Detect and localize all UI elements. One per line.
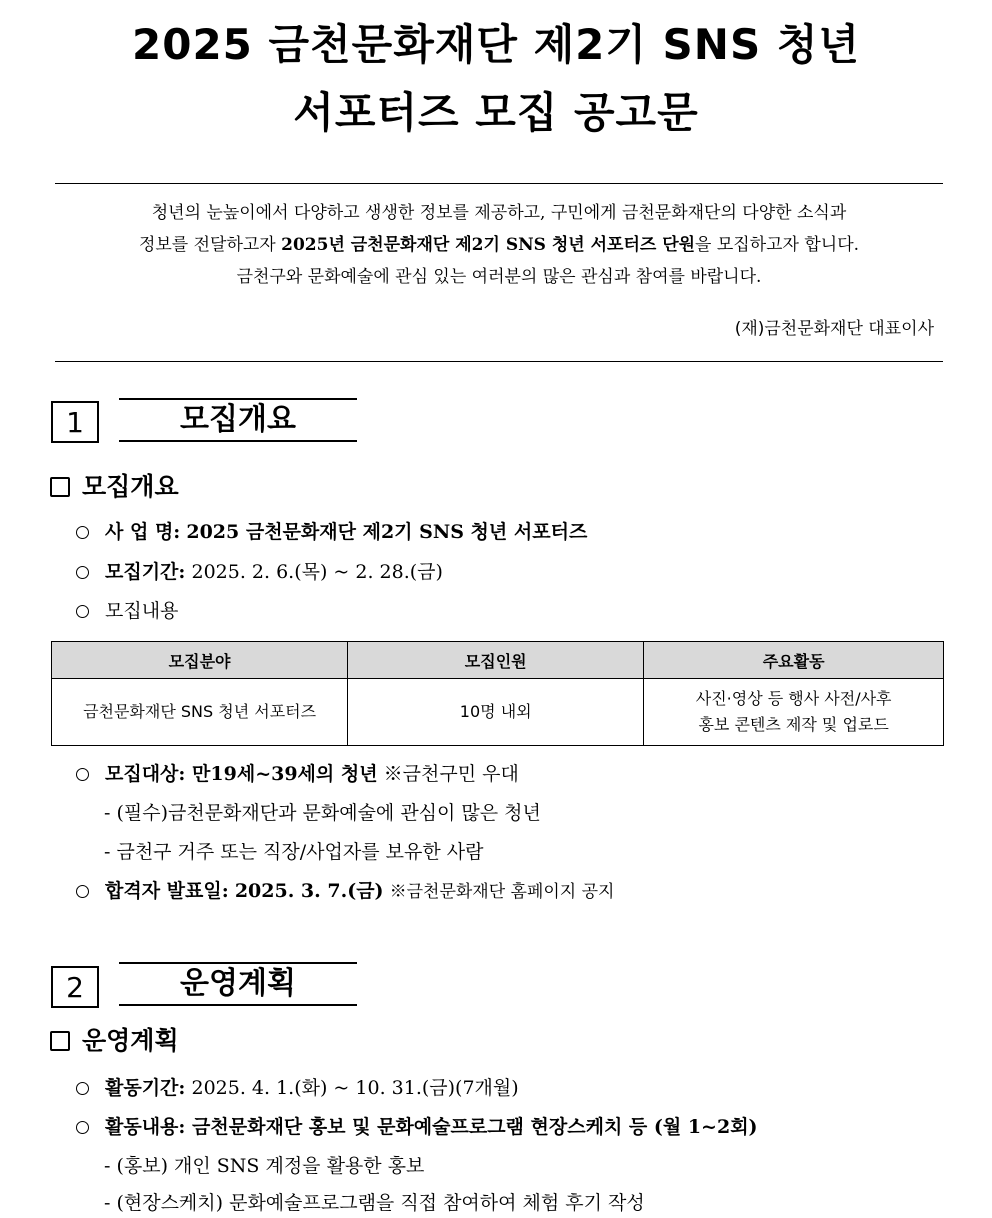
table-cell-activity-line2: 홍보 콘텐츠 제작 및 업로드 — [698, 715, 889, 734]
item-business-name-value: 2025 금천문화재단 제2기 SNS 청년 서포터즈 — [186, 521, 588, 543]
section2-title: 운영계획 — [119, 962, 357, 1006]
circle-bullet-icon — [76, 605, 89, 618]
intro-line1: 청년의 눈높이에서 다양하고 생생한 정보를 제공하고, 구민에게 금천문화재단의 다양한 소식과 — [151, 203, 847, 223]
section2-subhead — [50, 1026, 179, 1056]
item-activity-period — [76, 1073, 519, 1103]
section1-number: 1 — [51, 401, 99, 443]
item-recruit-content — [76, 596, 178, 626]
table-header-row — [52, 642, 944, 679]
checkbox-square-icon — [50, 1031, 70, 1051]
item-activity-sub1: - (홍보) 개인 SNS 계정을 활용한 홍보 — [104, 1155, 425, 1177]
intro-top-rule — [55, 183, 943, 184]
table-header-count: 모집인원 — [348, 642, 644, 679]
section2-subhead-text: 운영계획 — [82, 1026, 179, 1055]
circle-bullet-icon — [76, 1082, 89, 1095]
intro-line2-bold: 2025년 금천문화재단 제2기 SNS 청년 서포터즈 단원 — [281, 235, 696, 255]
item-announce-label: 합격자 발표일: — [105, 880, 229, 902]
intro-line2-post: 을 모집하고자 합니다. — [695, 235, 860, 255]
item-recruit-period-value: 2025. 2. 6.(목) ~ 2. 28.(금) — [191, 561, 443, 583]
intro-paragraph — [55, 197, 943, 293]
table-header-field: 모집분야 — [52, 642, 348, 679]
item-target — [76, 759, 519, 789]
circle-bullet-icon — [76, 768, 89, 781]
document-title-line2: 서포터즈 모집 공고문 — [293, 88, 699, 137]
circle-bullet-icon — [76, 526, 89, 539]
item-business-name — [76, 517, 587, 547]
circle-bullet-icon — [76, 885, 89, 898]
item-recruit-period — [76, 557, 443, 587]
item-business-name-label: 사 업 명: — [105, 521, 181, 543]
item-activity-sub2: - (현장스케치) 문화예술프로그램을 직접 참여하여 체험 후기 작성 — [104, 1192, 645, 1214]
section2-number: 2 — [51, 966, 99, 1008]
item-activity-content — [76, 1112, 758, 1142]
table-cell-activity-line1: 사진·영상 등 행사 사전/사후 — [695, 689, 892, 708]
signer: (재)금천문화재단 대표이사 — [734, 319, 934, 339]
item-recruit-content-label: 모집내용 — [105, 600, 179, 622]
section1-subhead-text: 모집개요 — [82, 472, 179, 501]
item-activity-content-label: 활동내용: 금천문화재단 홍보 및 문화예술프로그램 현장스케치 등 (월 1~2회) — [105, 1116, 758, 1138]
item-announce — [76, 876, 614, 907]
table-cell-field: 금천문화재단 SNS 청년 서포터즈 — [52, 679, 348, 746]
item-target-sub2: - 금천구 거주 또는 직장/사업자를 보유한 사람 — [104, 841, 484, 863]
intro-bottom-rule — [55, 361, 943, 362]
document-title-line1: 2025 금천문화재단 제2기 SNS 청년 — [132, 20, 860, 69]
item-activity-period-label: 활동기간: — [105, 1077, 186, 1099]
intro-line3: 금천구와 문화예술에 관심 있는 여러분의 많은 관심과 참여를 바랍니다. — [236, 267, 762, 287]
intro-line2-pre: 정보를 전달하고자 — [138, 235, 282, 255]
table-cell-activity — [644, 679, 944, 746]
item-target-label: 모집대상: 만19세~39세의 청년 — [105, 763, 378, 785]
section1-title: 모집개요 — [119, 398, 357, 442]
table-cell-count: 10명 내외 — [348, 679, 644, 746]
item-target-sub1: - (필수)금천문화재단과 문화예술에 관심이 많은 청년 — [104, 802, 541, 824]
intro-line2 — [55, 229, 943, 261]
circle-bullet-icon — [76, 566, 89, 579]
item-recruit-period-label: 모집기간: — [105, 561, 186, 583]
table-header-activity: 주요활동 — [644, 642, 944, 679]
circle-bullet-icon — [76, 1121, 89, 1134]
item-activity-period-value: 2025. 4. 1.(화) ~ 10. 31.(금)(7개월) — [191, 1077, 519, 1099]
recruitment-table — [51, 641, 944, 746]
section1-subhead — [50, 472, 179, 502]
table-row — [52, 679, 944, 746]
item-target-note: ※금천구민 우대 — [383, 763, 519, 785]
item-announce-note: ※금천문화재단 홈페이지 공지 — [389, 882, 615, 902]
checkbox-square-icon — [50, 477, 70, 497]
item-announce-value: 2025. 3. 7.(금) — [234, 880, 384, 902]
